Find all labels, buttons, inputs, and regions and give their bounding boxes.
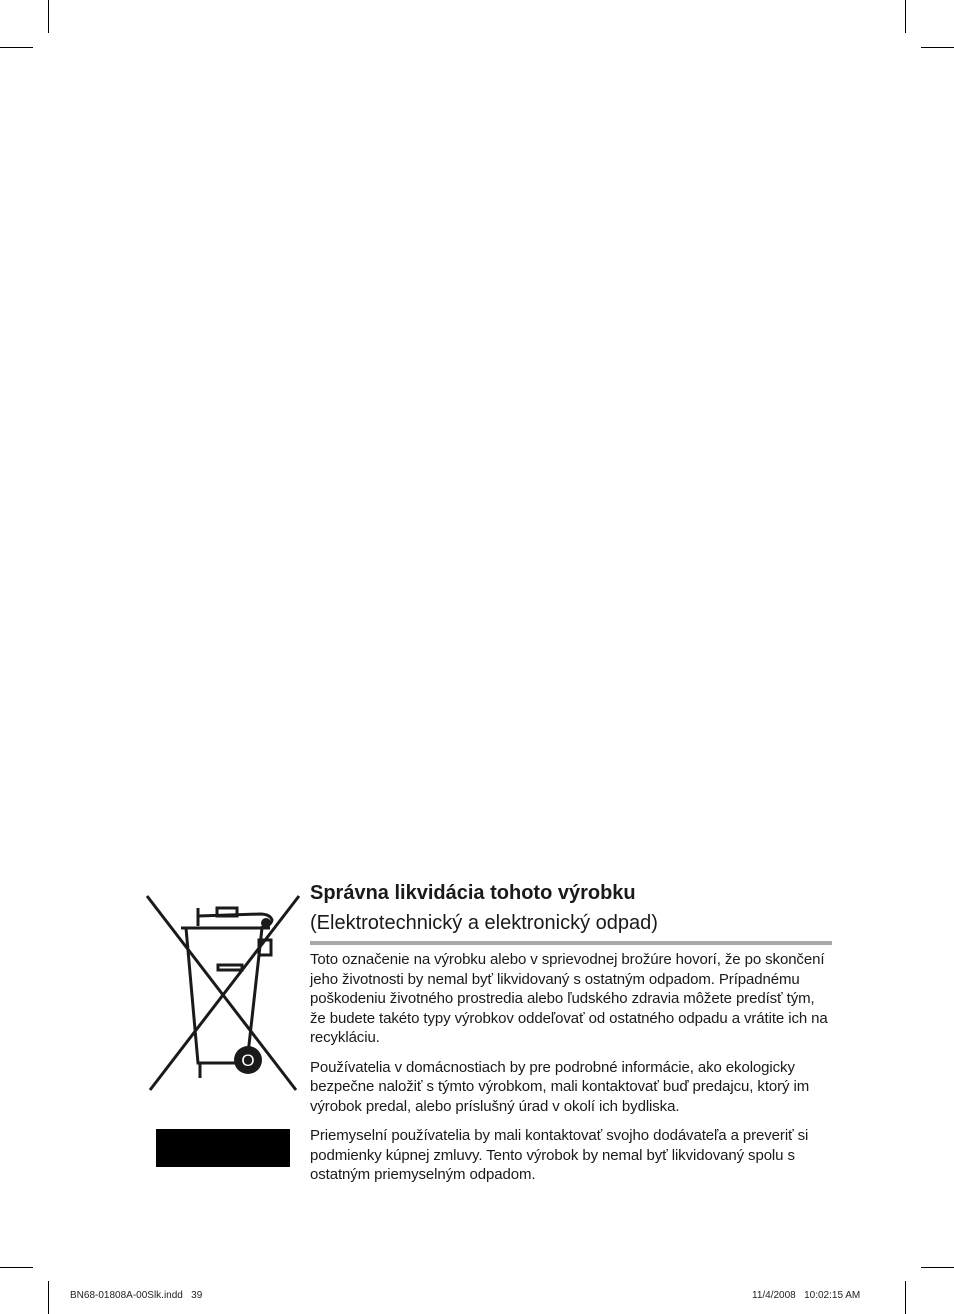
crop-mark-bottom-left-vertical	[48, 1281, 49, 1314]
notice-title: Správna likvidácia tohoto výrobku	[310, 882, 636, 904]
notice-paragraph: Používatelia v domácnostiach by pre podrobné informácie, ako ekologicky bezpečne naložiť s týmto výrobkom, mali kontaktovať buď predajcu, ktorý im výrobok predal, alebo príslušný úrad v okolí ich bydliska.	[310, 1058, 810, 1115]
notice-paragraph: Priemyselní používatelia by mali kontaktovať svojho dodávateľa a preveriť si podmienky kúpnej zmluvy. Tento výrobok by nemal byť likvidovaný spolu s ostatným priemyselným odpadom.	[310, 1127, 809, 1183]
crop-mark-top-left-horizontal	[0, 47, 33, 48]
crop-mark-top-left-vertical	[48, 0, 49, 33]
crossed-out-wheelie-bin-icon	[140, 890, 305, 1100]
notice-subtitle: (Elektrotechnický a elektronický odpad)	[310, 912, 658, 934]
crop-mark-top-right-vertical	[905, 0, 906, 33]
disposal-notice	[310, 880, 832, 1195]
crop-mark-top-right-horizontal	[921, 47, 954, 48]
wheel-letter: O	[241, 1051, 255, 1070]
footer-file-info: BN68-01808A-00Slk.indd 39	[70, 1290, 203, 1301]
title-divider	[310, 941, 832, 945]
crop-mark-bottom-right-vertical	[905, 1281, 906, 1314]
crop-mark-bottom-right-horizontal	[921, 1267, 954, 1268]
notice-paragraph: Toto označenie na výrobku alebo v sprievodnej brožúre hovorí, že po skončení jeho životnosti by nemal byť likvidovaný s ostatným odpadom. Prípadnému poškodeniu životného prostredia alebo ľudského zdravia môžete predísť tým, že budete takéto typy výrobkov oddeľovať od ostatného odpadu a vrátite ich na recykláciu.	[310, 951, 828, 1046]
footer-timestamp: 11/4/2008 10:02:15 AM	[752, 1290, 861, 1301]
crop-mark-bottom-left-horizontal	[0, 1267, 33, 1268]
black-bar-decoration	[156, 1129, 290, 1167]
